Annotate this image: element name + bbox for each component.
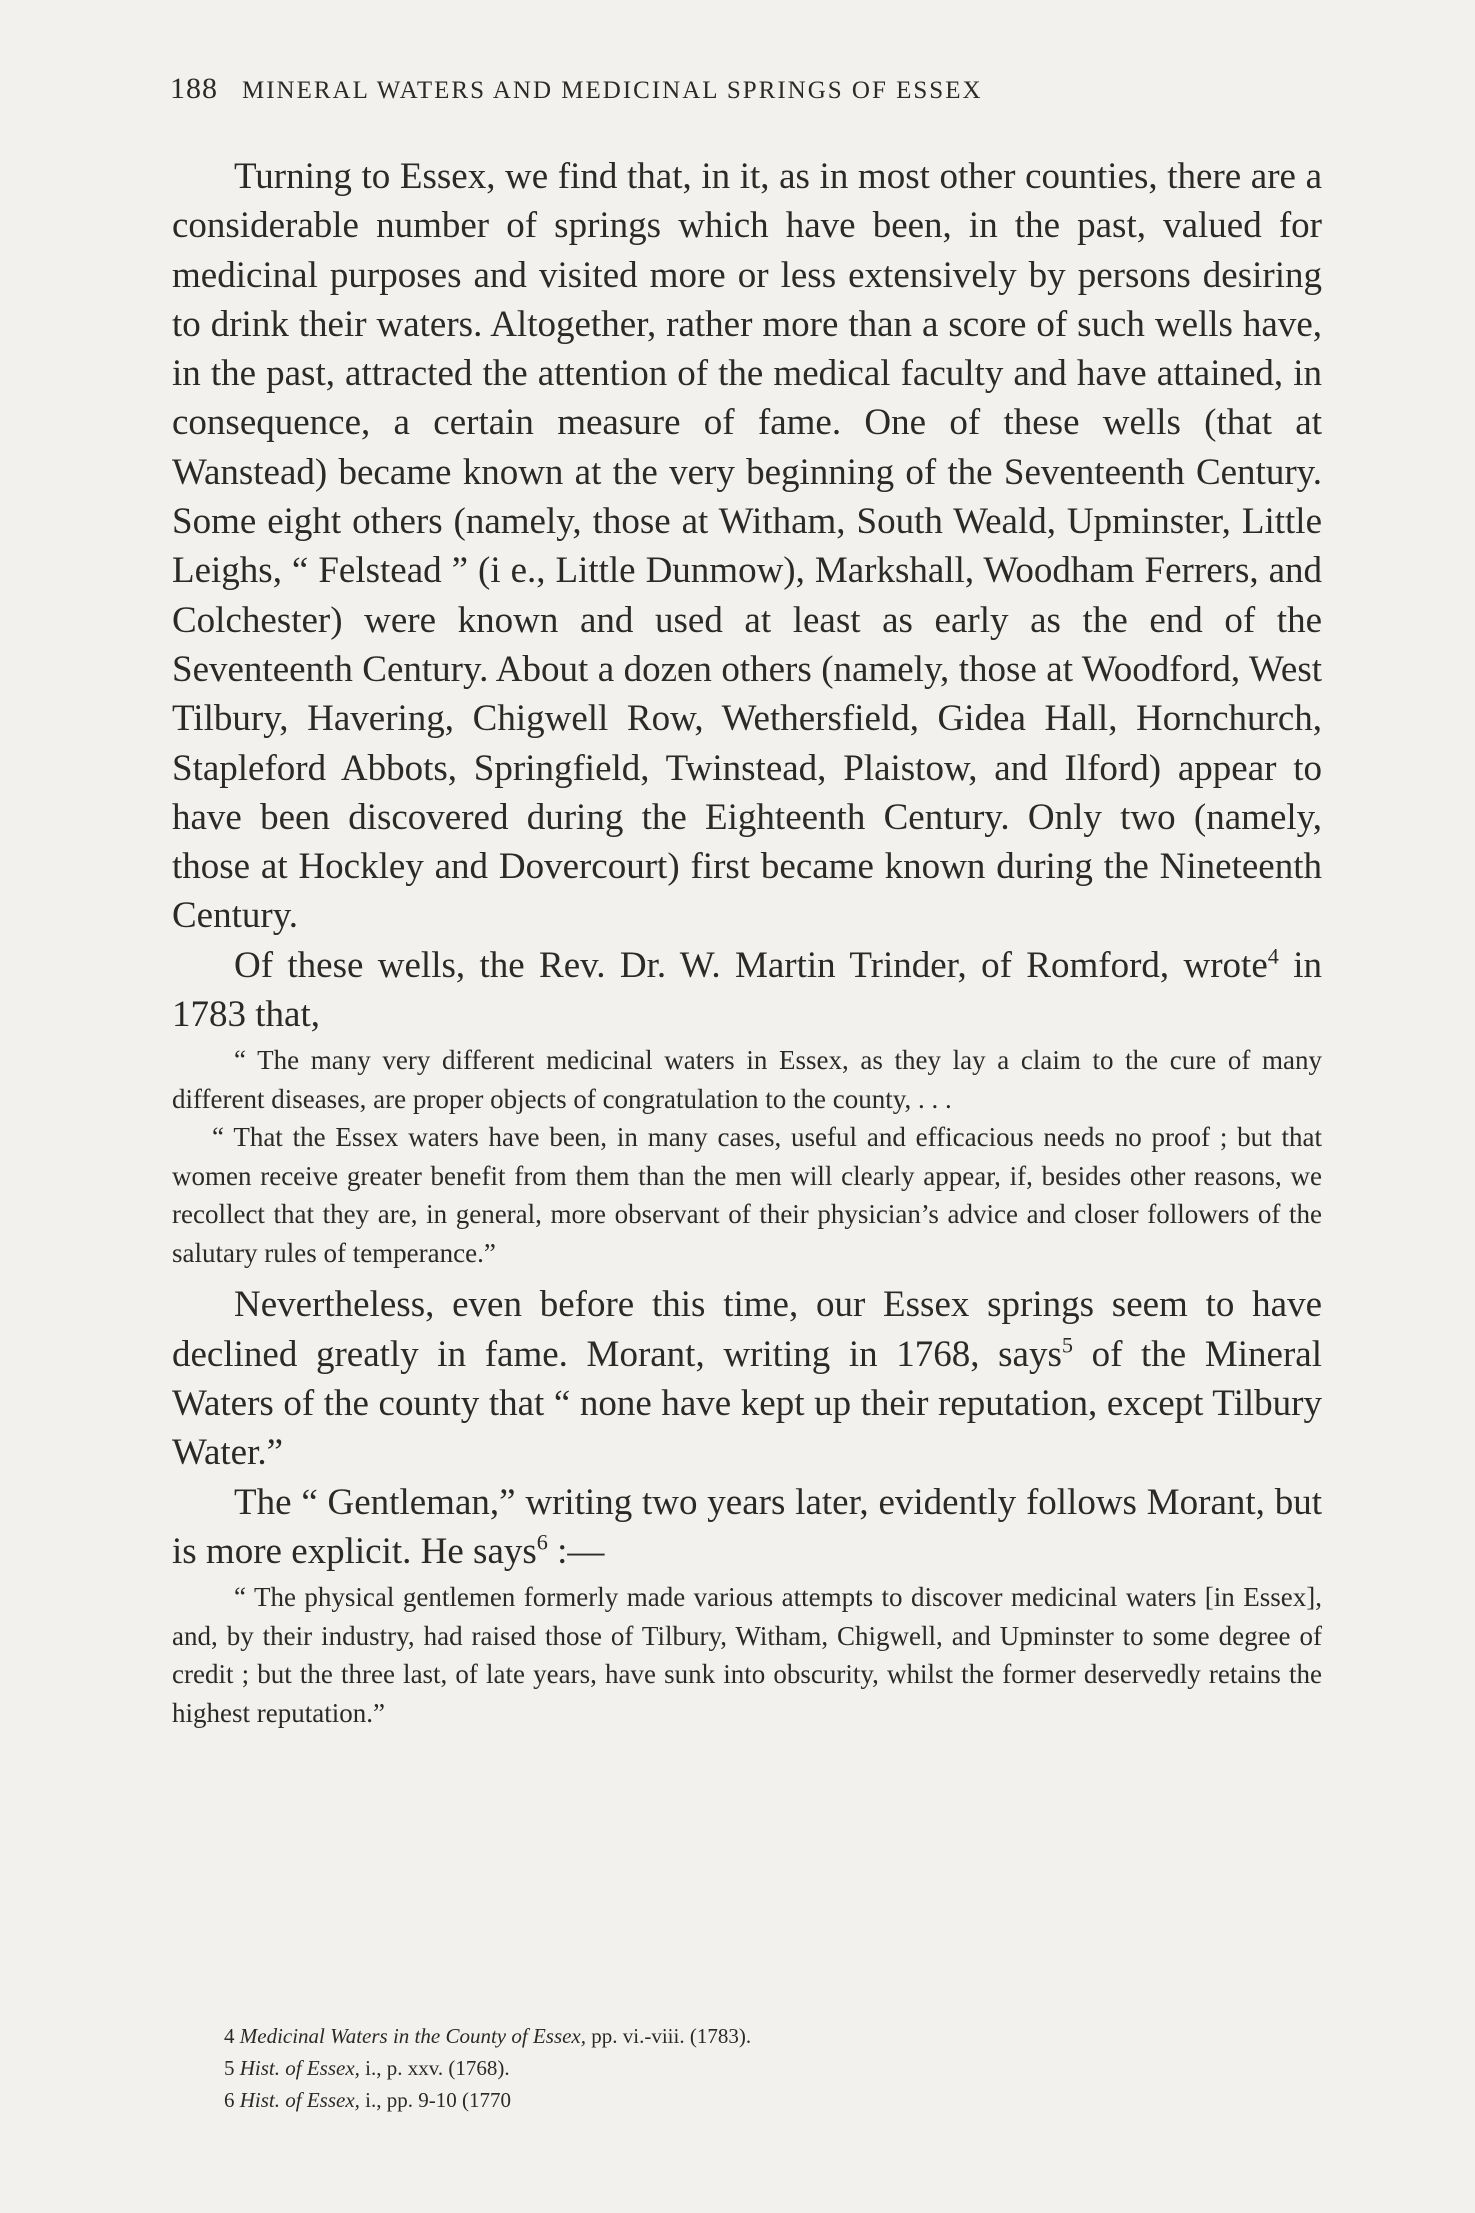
running-header (170, 72, 1230, 106)
running-title: MINERAL WATERS AND MEDICINAL SPRINGS OF ESSEX (242, 77, 983, 104)
block-quote-trinder (172, 1041, 1322, 1272)
quote-paragraph-2: “ That the Essex waters have been, in many cases, useful and efficacious needs no proof ; but that women receive greater benefit from them than the men will clearly appear, if, besides other reasons, we recollect that they are, in general, more observant of their physician’s advice and closer followers of the salutary rules of temperance.” (172, 1122, 1322, 1268)
paragraph-2-text-end: in 1783 that, (172, 944, 1322, 1036)
paragraph-3 (172, 1280, 1322, 1477)
footnote-title: Medicinal Waters in the County of Essex, (239, 2024, 587, 2048)
paragraph-4-text-end: :— (547, 1530, 605, 1572)
footnote-4 (224, 2020, 1124, 2052)
footnote-5 (224, 2052, 1124, 2084)
block-quote-gentleman (172, 1578, 1322, 1732)
paragraph-4-text: The “ Gentleman,” writing two years later, evidently follows Morant, but is more explicit. He says (172, 1481, 1322, 1572)
paragraph-4 (172, 1478, 1322, 1577)
footnote-number: 4 (224, 2024, 235, 2048)
paragraph-2-text: Of these wells, the Rev. Dr. W. Martin Trinder, of Romford, wrote (234, 944, 1268, 986)
footnote-text: i., p. xxv. (1768). (359, 2056, 510, 2080)
footnote-number: 6 (224, 2088, 235, 2112)
paragraph-3-text: Nevertheless, even before this time, our Essex springs seem to have declined greatly in fame. Morant, writing in 1768, says (172, 1284, 1322, 1375)
footnote-number: 5 (224, 2056, 235, 2080)
quote-paragraph-3: “ The physical gentlemen formerly made various attempts to discover medicinal waters [in Essex], and, by their industry, had raised those of Tilbury, Witham, Chigwell, and Upminster to some degree of credit ; but the three last, of late years, have sunk into obscurity, whilst the former deservedly retains the highest reputation.” (172, 1582, 1322, 1728)
footnote-ref-5: 5 (1061, 1332, 1073, 1358)
main-text (172, 152, 1322, 1740)
footnote-text: pp. vi.-viii. (1783). (586, 2024, 752, 2048)
paragraph-2 (172, 941, 1322, 1040)
page-number: 188 (170, 72, 218, 105)
footnote-title: Hist. of Essex, (239, 2088, 360, 2112)
footnote-ref-6: 6 (536, 1529, 548, 1555)
quote-paragraph-1: “ The many very different medicinal waters in Essex, as they lay a claim to the cure of many different diseases, are proper objects of congratulation to the county, . . . (172, 1045, 1322, 1114)
footnote-text: i., pp. 9-10 (1770 (359, 2088, 511, 2112)
paragraph-1: Turning to Essex, we find that, in it, as in most other counties, there are a considerable number of springs which have been, in the past, valued for medicinal purposes and visited more or less extensively by persons desiring to drink their waters. Altogether, rather more than a score of such wells have, in the past, attracted the attention of the medical faculty and have attained, in consequence, a certain measure of fame. One of these wells (that at Wanstead) became known at the very beginning of the Seventeenth Century. Some eight others (namely, those at Witham, South Weald, Upminster, Little Leighs, “ Felstead ” (i e., Little Dunmow), Markshall, Woodham Ferrers, and Colchester) were known and used at least as early as the end of the Seventeenth Century. About a dozen others (namely, those at Woodford, West Tilbury, Havering, Chigwell Row, Wethersfield, Gidea Hall, Hornchurch, Stapleford Abbots, Springfield, Twinstead, Plaistow, and Ilford) appear to have been discovered during the Eighteenth Century. Only two (namely, those at Hockley and Dovercourt) first became known during the Nineteenth Century. (172, 156, 1322, 937)
paragraph-3-text-end: of the Mineral Waters of the county that “ none have kept up their reputation, except Tilbury Water.” (172, 1333, 1322, 1474)
footnote-ref-4: 4 (1267, 943, 1279, 969)
footnote-title: Hist. of Essex, (239, 2056, 360, 2080)
footnote-6 (224, 2084, 1124, 2116)
footnotes (224, 2020, 1124, 2116)
